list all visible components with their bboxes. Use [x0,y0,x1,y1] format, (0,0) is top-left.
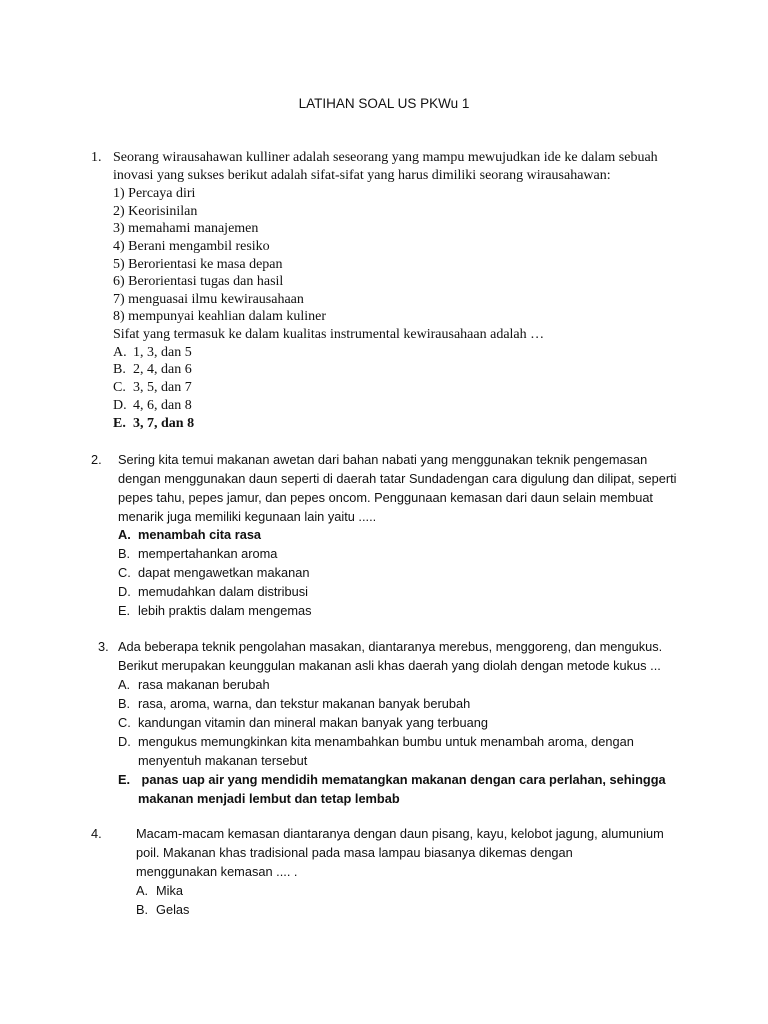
question-text: poil. Makanan khas tradisional pada masa lampau biasanya dikemas dengan [136,845,573,860]
answer-option: A. 1, 3, dan 5 [113,345,192,360]
answer-option: A. Mika [136,883,184,898]
question-number: 2. [91,452,102,467]
question-text: menarik juga memiliki kegunaan lain yaitu ..... [118,509,377,524]
answer-option: D. mengukus memungkinkan kita menambahkan bumbu untuk menambah aroma, dengan [118,734,634,749]
answer-option: D. 4, 6, dan 8 [113,398,192,413]
question-text: Seorang wirausahawan kulliner adalah seseorang yang mampu mewujudkan ide ke dalam sebuah [113,150,658,165]
question-text: Sering kita temui makanan awetan dari bahan nabati yang menggunakan teknik pengemasan [118,452,648,467]
question-text: menggunakan kemasan .... . [136,864,298,879]
answer-option: C. dapat mengawetkan makanan [118,565,310,580]
question-text: Berikut merupakan keunggulan makanan asli khas daerah yang diolah dengan metode kukus ... [118,658,661,673]
question-text: inovasi yang sukses berikut adalah sifat-sifat yang harus dimiliki seorang wirausahawan: [113,168,611,183]
list-item: 4) Berani mengambil resiko [113,239,270,254]
answer-option: B. 2, 4, dan 6 [113,362,192,377]
question-number: 3. [98,639,109,654]
answer-option: B. Gelas [136,902,190,917]
question-text: dengan menggunakan daun seperti di daerah tatar Sundadengan cara digulung dan dilipat, seperti [118,471,677,486]
list-item: 8) mempunyai keahlian dalam kuliner [113,309,327,324]
list-item: 2) Keorisinilan [113,204,198,219]
answer-option: C. kandungan vitamin dan mineral makan banyak yang terbuang [118,715,489,730]
answer-option: B. rasa, aroma, warna, dan tekstur makanan banyak berubah [118,696,471,711]
answer-option: E. lebih praktis dalam mengemas [118,603,312,618]
answer-option-correct: E. panas uap air yang mendidih mematangkan makanan dengan cara perlahan, sehingga [118,772,666,787]
answer-option: D. memudahkan dalam distribusi [118,584,308,599]
question-number: 1. [91,150,102,165]
answer-option-continuation: menyentuh makanan tersebut [138,753,308,768]
question-prompt: Sifat yang termasuk ke dalam kualitas instrumental kewirausahaan adalah … [113,327,545,342]
answer-option-correct: A. menambah cita rasa [118,527,262,542]
list-item: 5) Berorientasi ke masa depan [113,257,283,272]
list-item: 3) memahami manajemen [113,221,259,236]
question-number: 4. [91,826,102,841]
answer-option-continuation: makanan menjadi lembut dan tetap lembab [138,791,400,806]
answer-option: C. 3, 5, dan 7 [113,380,192,395]
answer-option: B. mempertahankan aroma [118,546,278,561]
question-text: Macam-macam kemasan diantaranya dengan daun pisang, kayu, kelobot jagung, alumunium [136,826,664,841]
list-item: 1) Percaya diri [113,186,196,201]
answer-option-correct: E. 3, 7, dan 8 [113,416,195,431]
answer-option: A. rasa makanan berubah [118,677,270,692]
list-item: 7) menguasai ilmu kewirausahaan [113,292,304,307]
list-item: 6) Berorientasi tugas dan hasil [113,274,284,289]
question-text: pepes tahu, pepes jamur, dan pepes oncom. Penggunaan kemasan dari daun selain membuat [118,490,653,505]
question-text: Ada beberapa teknik pengolahan masakan, diantaranya merebus, menggoreng, dan mengukus. [118,639,663,654]
page-title: LATIHAN SOAL US PKWu 1 [298,96,470,111]
